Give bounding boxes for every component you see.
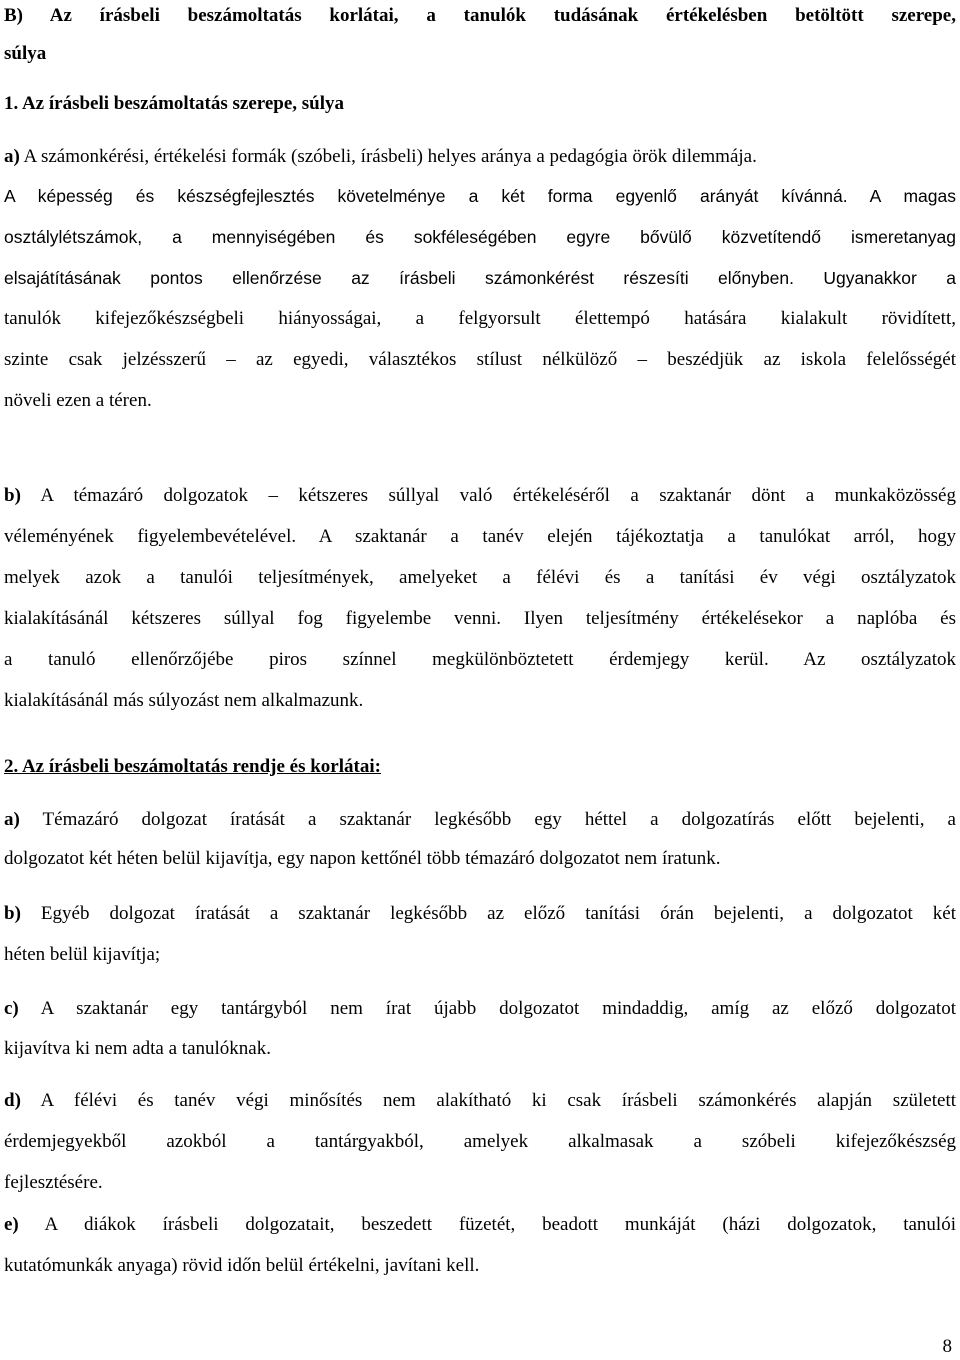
s2e-line-2 [4,1254,956,1278]
s2b-line-1 [4,902,956,926]
s1a-text-1: A számonkérési, értékelési formák (szóbeli, írásbeli) helyes aránya a pedagógia örök dilemmája. [19,146,757,167]
s2c-label: c) [4,998,19,1019]
s1a-line-3 [4,225,956,249]
s1b-line-6 [4,689,956,713]
s1b-text-4: kialakításánál kétszeres súllyal fog figyelembe venni. Ilyen teljesítmény értékelésekor a naplóba és [4,608,956,629]
s1b-label: b) [4,485,21,506]
s1a-line-7 [4,389,956,413]
s1a-text-5: tanulók kifejezőkészségbeli hiányosságai, a felgyorsult élettempó hatására kialakult rövidített, [4,308,956,329]
s1b-line-1 [4,484,956,508]
section-b-heading-cont [4,42,956,66]
s2a-line-1 [4,808,956,832]
s1b-text-1: A témazáró dolgozatok – kétszeres súllyal való értékeléséről a szaktanár dönt a munkaközösség [20,485,956,506]
s2d-text-3: fejlesztésére. [4,1172,103,1193]
s2d-line-1 [4,1089,956,1113]
s2b-line-2 [4,943,956,967]
s1b-text-6: kialakításánál más súlyozást nem alkalmazunk. [4,690,364,711]
s2e-text-2: kutatómunkák anyaga) rövid időn belül értékelni, javítani kell. [4,1255,480,1276]
section-1-heading-text: 1. Az írásbeli beszámoltatás szerepe, súlya [4,93,345,114]
section-b-heading-line-2: súlya [4,43,47,64]
s2b-text-2: héten belül kijavítja; [4,944,161,965]
s1a-line-1 [4,145,956,169]
s1a-text-7: növeli ezen a téren. [4,390,152,411]
s1a-line-2 [4,184,956,208]
s1a-line-5 [4,307,956,331]
section-2-heading-text: 2. Az írásbeli beszámoltatás rendje és korlátai: [4,756,381,777]
s1a-text-6: szinte csak jelzésszerű – az egyedi, választékos stílust nélkülöző – beszédjük az iskola felelősségét [4,349,956,370]
section-b-heading-line-1: B) Az írásbeli beszámoltatás korlátai, a tanulók tudásának értékelésben betöltött szerepe, [4,5,956,26]
s2e-line-1 [4,1213,956,1237]
s2a-line-2 [4,847,956,871]
section-2-heading [4,755,956,779]
section-b-heading [4,4,956,28]
s2a-text-1: Témazáró dolgozat íratását a szaktanár legkésőbb egy héttel a dolgozatírás előtt bejelenti, a [19,809,956,830]
s2c-line-1 [4,997,956,1021]
s1b-line-5 [4,648,956,672]
s2c-text-1: A szaktanár egy tantárgyból nem írat újabb dolgozatot mindaddig, amíg az előző dolgozatot [18,998,956,1019]
s2d-line-2 [4,1130,956,1154]
s2a-label: a) [4,809,20,830]
page-number: 8 [942,1336,952,1357]
s1a-text-2: A képesség és készségfejlesztés követelménye a két forma egyenlő arányát kívánná. A magas [4,186,956,206]
s1b-line-3 [4,566,956,590]
s2a-text-2: dolgozatot két héten belül kijavítja, egy napon kettőnél több témazáró dolgozatot nem íratunk. [4,848,721,869]
s1a-label: a) [4,146,20,167]
s1a-text-3: osztálylétszámok, a mennyiségében és sokféleségében egyre bővülő közvetítendő ismeretanyag [4,227,956,247]
s2b-label: b) [4,903,21,924]
s1b-text-5: a tanuló ellenőrzőjébe piros színnel megkülönböztetett érdemjegy kerül. Az osztályzatok [4,649,956,670]
s2e-text-1: A diákok írásbeli dolgozatait, beszedett füzetét, beadott munkáját (házi dolgozatok, tanulói [18,1214,956,1235]
s1a-line-6 [4,348,956,372]
section-1-heading [4,92,956,116]
s1b-line-2 [4,525,956,549]
s2d-text-1: A félévi és tanév végi minősítés nem alakítható ki csak írásbeli számonkérés alapján született [20,1090,956,1111]
s2c-line-2 [4,1037,956,1061]
s2d-label: d) [4,1090,21,1111]
s2c-text-2: kijavítva ki nem adta a tanulóknak. [4,1038,271,1059]
s1a-text-4: elsajátításának pontos ellenőrzése az írásbeli számonkérést részesíti előnyben. Ugyanakkor a [4,268,956,288]
s2d-text-2: érdemjegyekből azokból a tantárgyakból, amelyek alkalmasak a szóbeli kifejezőkészség [4,1131,956,1152]
s2e-label: e) [4,1214,19,1235]
s1a-line-4 [4,266,956,290]
s2d-line-3 [4,1171,956,1195]
s1b-text-3: melyek azok a tanulói teljesítmények, amelyeket a félévi és a tanítási év végi osztályzatok [4,567,956,588]
s1b-line-4 [4,607,956,631]
s2b-text-1: Egyéb dolgozat íratását a szaktanár legkésőbb az előző tanítási órán bejelenti, a dolgozatot két [20,903,956,924]
s1b-text-2: véleményének figyelembevételével. A szaktanár a tanév elején tájékoztatja a tanulókat arról, hogy [4,526,956,547]
